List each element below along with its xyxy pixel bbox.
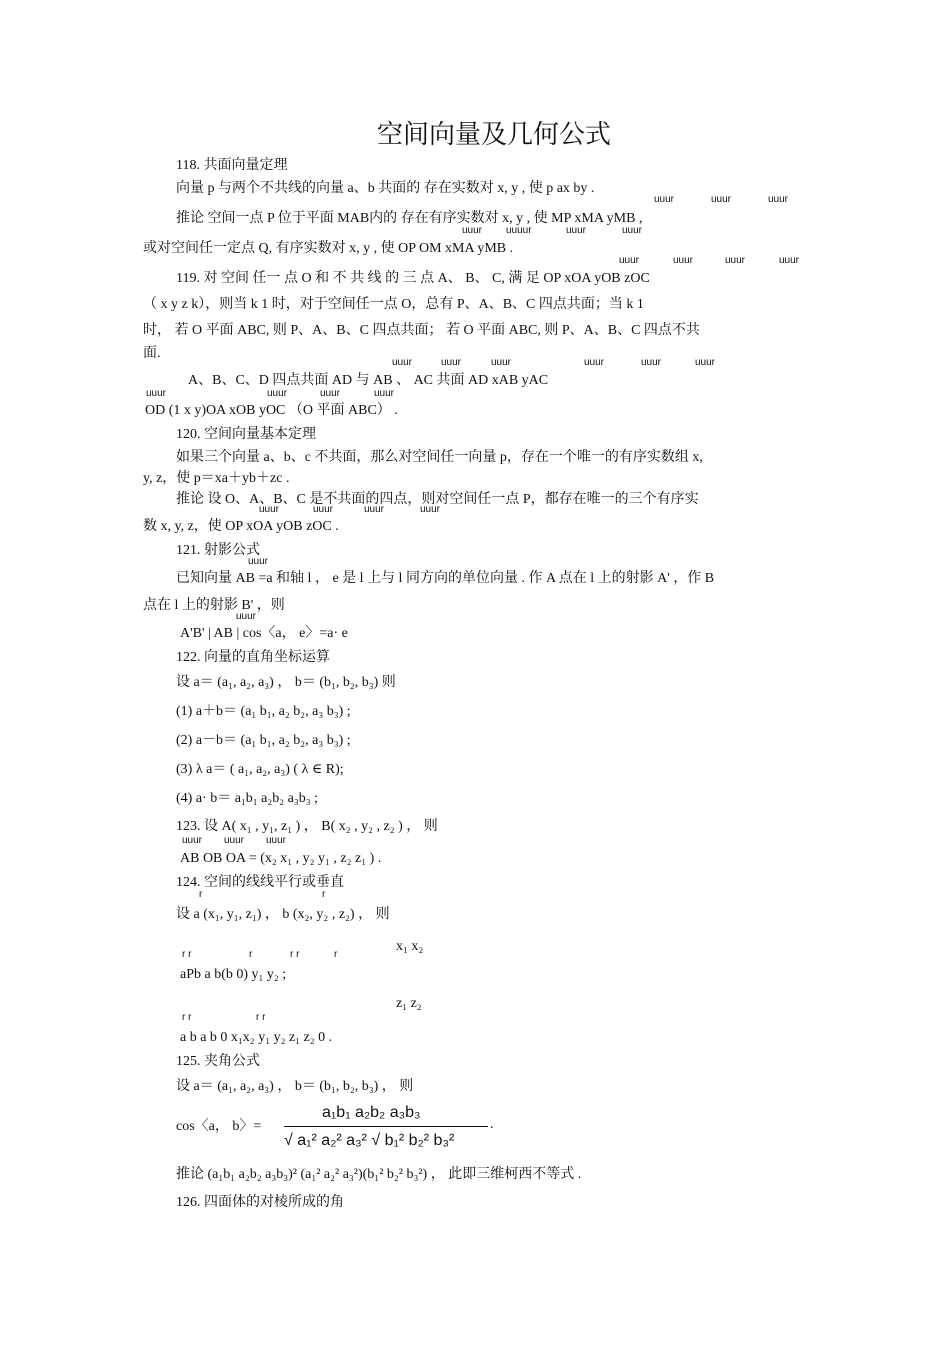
vector-arrow-mark: uuur xyxy=(566,225,587,236)
vector-arrow-mark: uuur xyxy=(584,357,605,368)
vector-arrow-mark: uuuur xyxy=(506,225,532,236)
text-line-l122b: (1) a＋b＝ (a₁ b₁, a₂ b₂, a₃ b₃) ; xyxy=(176,704,351,719)
vector-arrow-mark: r r xyxy=(256,1012,266,1023)
vector-arrow-mark: uuur xyxy=(673,255,694,266)
vector-arrow-mark: uuur xyxy=(441,357,462,368)
text-line-l121c: A'B' | AB | cos〈a， e〉=a· e xyxy=(180,626,348,641)
vector-arrow-mark: uuur xyxy=(619,255,640,266)
text-line-l124c: aPb a b(b 0) y₁ y₂ ; xyxy=(180,967,287,982)
vector-arrow-mark: r r xyxy=(182,949,192,960)
text-line-l125: 125. 夹角公式 xyxy=(176,1054,260,1069)
text-line-l121: 121. 射影公式 xyxy=(176,543,260,558)
text-line-l120d: 数 x, y, z，使 OP xOA yOB zOC . xyxy=(143,519,339,534)
vector-arrow-mark: uuur xyxy=(320,388,341,399)
vector-arrow-mark: r r xyxy=(182,1012,192,1023)
text-line-l123a: AB OB OA = (x₂ x₁ , y₂ y₁ , z₂ z₁ ) . xyxy=(180,851,382,866)
vector-arrow-mark: r xyxy=(334,949,338,960)
vector-arrow-mark: uuur xyxy=(654,194,675,205)
vector-arrow-mark: uuur xyxy=(267,388,288,399)
vector-arrow-mark: r r xyxy=(290,949,300,960)
fraction-denominator: √ a₁² a₂² a₃² √ b₁² b₂² b₃² xyxy=(284,1132,455,1149)
vector-arrow-mark: uuur xyxy=(711,194,732,205)
vector-arrow-mark: uuur xyxy=(364,504,385,515)
text-line-l122d: (3) λ a＝ ( a₁, a₂, a₃) ( λ ∈ R); xyxy=(176,762,344,777)
text-line-l122e: (4) a· b＝ a₁b₁ a₂b₂ a₃b₃ ; xyxy=(176,791,319,806)
cosine-fraction xyxy=(282,1104,492,1158)
text-line-l125a: 设 a＝ (a₁, a₂, a₃) ， b＝ (b₁, b₂, b₃) ， 则 xyxy=(176,1079,414,1094)
text-line-l121a: 已知向量 AB =a 和轴 l ， e 是 l 上与 l 同方向的单位向量 . 作 A 点在 l 上的射影 A' ，作 B xyxy=(176,571,715,586)
vector-arrow-mark: uuur xyxy=(725,255,746,266)
vector-arrow-mark: uuur xyxy=(182,835,203,846)
vector-arrow-mark: uuur xyxy=(695,357,716,368)
text-line-l120a: 如果三个向量 a、b、c 不共面，那么对空间任一向量 p，存在一个唯一的有序实数组 x, xyxy=(176,450,703,465)
vector-arrow-mark: r xyxy=(199,889,203,900)
vector-arrow-mark: uuur xyxy=(779,255,800,266)
text-line-l119e: A、B、C、D 四点共面 AD 与 AB 、 AC 共面 AD xAB yAC xyxy=(188,373,549,388)
vector-arrow-mark: uuur xyxy=(462,225,483,236)
text-line-l120: 120. 空间向量基本定理 xyxy=(176,427,316,442)
text-line-l122a: 设 a＝ (a₁, a₂, a₃) ， b＝ (b₁, b₂, b₃) 则 xyxy=(176,675,396,690)
vector-arrow-mark: uuur xyxy=(768,194,789,205)
vector-arrow-mark: uuur xyxy=(266,835,287,846)
vector-arrow-mark: r xyxy=(249,949,253,960)
text-line-l125c: 推论 (a₁b₁ a₂b₂ a₃b₃)² (a₁² a₂² a₃²)(b₁² b₂² b₃²) ， 此即三维柯西不等式 . xyxy=(176,1167,582,1182)
vector-arrow-mark: uuur xyxy=(313,504,334,515)
page-title: 空间向量及几何公式 xyxy=(376,120,611,150)
text-line-l124e: a b a b 0 x₁x₂ y₁ y₂ z₁ z₂ 0 . xyxy=(180,1030,333,1045)
text-line-l123: 123. 设 A( x₁ , y₁, z₁ ) ， B( x₂ , y₂ , z₂ ) ， 则 xyxy=(176,819,438,834)
vector-arrow-mark: uuur xyxy=(491,357,512,368)
fraction-bar xyxy=(284,1126,488,1127)
text-line-l118a: 向量 p 与两个不共线的向量 a、b 共面的 存在实数对 x, y , 使 p ax by . xyxy=(176,181,595,196)
vector-arrow-mark: r xyxy=(322,889,326,900)
text-line-l122: 122. 向量的直角坐标运算 xyxy=(176,650,330,665)
vector-arrow-mark: uuur xyxy=(392,357,413,368)
text-line-l124a: 设 a (x₁, y₁, z₁) ， b (x₂, y₂ , z₂) ， 则 xyxy=(176,907,390,922)
text-line-l121b: 点在 l 上的射影 B' ，则 xyxy=(143,598,285,613)
vector-arrow-mark: uuur xyxy=(420,504,441,515)
vector-arrow-mark: uuur xyxy=(236,611,257,622)
vector-arrow-mark: uuur xyxy=(622,225,643,236)
text-line-l126: 126. 四面体的对棱所成的角 xyxy=(176,1195,344,1210)
text-line-l119: 119. 对 空间 任一 点 O 和 不 共 线 的 三 点 A、 B、 C, 满 足 OP xOA yOB zOC xyxy=(176,271,650,286)
fraction-period: . xyxy=(490,1117,494,1132)
text-line-l118: 118. 共面向量定理 xyxy=(176,158,288,173)
text-line-l119d: 面. xyxy=(143,346,161,361)
vector-arrow-mark: uuur xyxy=(146,388,167,399)
vector-arrow-mark: uuur xyxy=(259,504,280,515)
text-line-l119b: （ x y z k），则当 k 1 时，对于空间任一点 O，总有 P、A、B、C 四点共面；当 k 1 xyxy=(143,297,644,312)
vector-arrow-mark: uuur xyxy=(374,388,395,399)
text-line-l125b: cos〈a， b〉= xyxy=(176,1119,262,1134)
vector-arrow-mark: uuur xyxy=(248,556,269,567)
text-line-l120b: y, z，使 p＝xa＋yb＋zc . xyxy=(143,471,290,486)
text-line-l124b: x₁ x₂ xyxy=(396,939,424,954)
text-line-l124: 124. 空间的线线平行或垂直 xyxy=(176,875,344,890)
text-line-l122c: (2) a－b＝ (a₁ b₁, a₂ b₂, a₃ b₃) ; xyxy=(176,733,351,748)
text-line-l119c: 时， 若 O 平面 ABC, 则 P、A、B、C 四点共面； 若 O 平面 ABC, 则 P、A、B、C 四点不共 xyxy=(143,323,700,338)
text-line-l118c: 或对空间任一定点 Q, 有序实数对 x, y , 使 OP OM xMA yMB . xyxy=(143,241,514,256)
fraction-numerator: a₁b₁ a₂b₂ a₃b₃ xyxy=(322,1104,421,1121)
vector-arrow-mark: uuur xyxy=(641,357,662,368)
text-line-l120c: 推论 设 O、A、B、C 是不共面的四点，则对空间任一点 P，都存在唯一的三个有序实 xyxy=(176,492,699,507)
text-line-l119f: OD (1 x y)OA xOB yOC （O 平面 ABC） . xyxy=(145,403,398,418)
vector-arrow-mark: uuur xyxy=(224,835,245,846)
text-line-l124d: z₁ z₂ xyxy=(396,996,422,1011)
text-line-l118b: 推论 空间一点 P 位于平面 MAB内的 存在有序实数对 x, y , 使 MP xMA yMB , xyxy=(176,211,643,226)
